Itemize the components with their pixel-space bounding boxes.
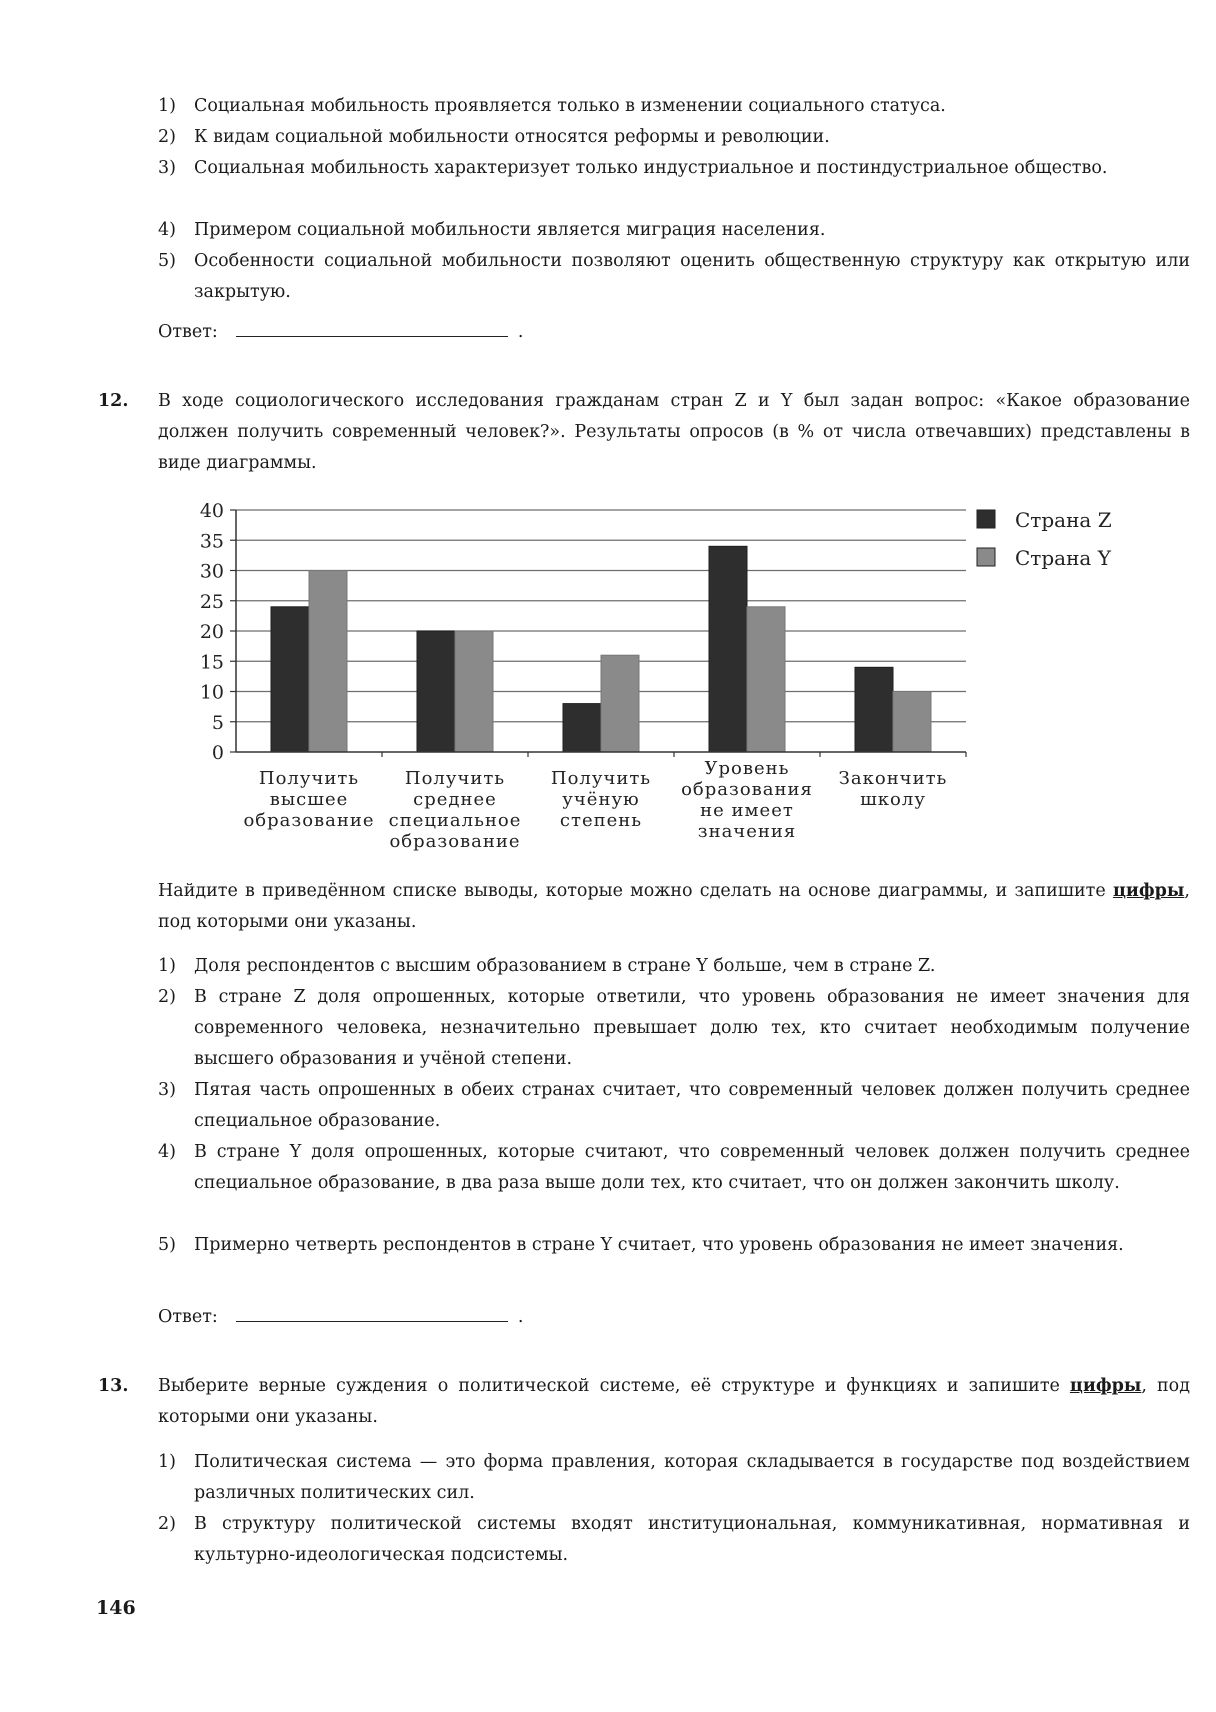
option-text: К видам социальной мобильности относятся реформы и революции. (194, 127, 830, 147)
bar-z (855, 667, 893, 752)
option-number: 2) (158, 987, 176, 1007)
x-category-label: значения (697, 821, 797, 842)
legend (977, 508, 1112, 570)
x-category-label: Уровень (704, 758, 790, 779)
y-tick-label: 25 (199, 590, 224, 613)
option-number: 3) (158, 1080, 176, 1100)
y-tick-label: 35 (199, 530, 224, 553)
instruction-emphasis: цифры (1112, 881, 1185, 901)
x-category-label: образование (243, 810, 375, 831)
answer-line[interactable] (236, 322, 508, 337)
task12-option-2 (158, 982, 1190, 1075)
prev-option-3 (158, 153, 1190, 184)
task-13-intro (98, 1371, 1190, 1433)
prev-option-2 (158, 122, 1190, 153)
task13-option-2 (158, 1509, 1190, 1571)
y-tick-label: 10 (199, 681, 224, 704)
bar-z (271, 607, 309, 752)
bar-y (893, 692, 931, 753)
option-number: 5) (158, 251, 176, 271)
x-category-label: высшее (269, 789, 349, 810)
option-number: 5) (158, 1235, 176, 1255)
option-text: Примерно четверть респондентов в стране Y считает, что уровень образования не имеет значения. (194, 1235, 1124, 1255)
option-number: 1) (158, 96, 176, 116)
x-category-label: специальное (388, 810, 522, 831)
option-text: Социальная мобильность характеризует только индустриальное и постиндустриальное общество. (194, 158, 1108, 178)
task12-option-1 (158, 951, 1190, 982)
option-number: 4) (158, 1142, 176, 1162)
page-number: 146 (96, 1597, 136, 1619)
option-text: Пятая часть опрошенных в обеих странах считает, что современный человек должен получить среднее специальное образование. (194, 1080, 1190, 1131)
option-text: В стране Z доля опрошенных, которые ответили, что уровень образования не имеет значения для современного человека, незначительно превышает долю тех, кто считает необходимым получение высшего образования и учёной степени. (194, 987, 1190, 1069)
bar-z (417, 631, 455, 752)
option-number: 2) (158, 127, 176, 147)
legend-label: Страна Z (1015, 508, 1112, 532)
task-12-intro (98, 386, 1190, 479)
option-number: 2) (158, 1514, 176, 1534)
task-text-end: , под которыми они указаны. (158, 1376, 1190, 1427)
bar-y (455, 631, 493, 752)
task12-option-3 (158, 1075, 1190, 1137)
x-category-label: Получить (404, 768, 506, 789)
x-category-label: среднее (413, 789, 497, 810)
option-text: Социальная мобильность проявляется только в изменении социального статуса. (194, 96, 946, 116)
option-text: Доля респондентов с высшим образованием в стране Y больше, чем в стране Z. (194, 956, 936, 976)
y-tick-label: 30 (199, 560, 224, 583)
x-category-label: не имеет (700, 800, 794, 821)
y-tick-label: 15 (199, 651, 224, 674)
task12-option-5 (158, 1230, 1190, 1261)
prev-option-1 (158, 91, 1190, 122)
bar-z (709, 546, 747, 752)
x-category-label: Получить (550, 768, 652, 789)
y-tick-label: 40 (199, 500, 224, 522)
instruction-text: Найдите в приведённом списке выводы, которые можно сделать на основе диаграммы, и запишите (158, 881, 1113, 901)
y-tick-label: 0 (211, 742, 224, 764)
answer-label: Ответ: (158, 322, 218, 342)
prev-answer-row: Ответ: . (158, 322, 524, 342)
legend-swatch (977, 510, 995, 528)
task-text: В ходе социологического исследования гражданам стран Z и Y был задан вопрос: «Какое образование должен получить современный человек?». Результаты опросов (в % от числа отвечавших) представлены в виде диаграммы. (158, 391, 1190, 473)
task-text: Выберите верные суждения о политической системе, её структуре и функциях и запишите (158, 1376, 1070, 1396)
answer-label: Ответ: (158, 1307, 218, 1327)
option-number: 3) (158, 158, 176, 178)
option-number: 1) (158, 1452, 176, 1472)
bar-y (601, 655, 639, 752)
task-number: 12. (98, 391, 129, 411)
x-category-label: Закончить (838, 768, 948, 789)
x-category-label: Получить (258, 768, 360, 789)
y-tick-label: 5 (211, 711, 224, 734)
bar-z (563, 704, 601, 752)
legend-swatch (977, 548, 995, 566)
x-category-label: школу (860, 789, 926, 810)
option-text: Примером социальной мобильности является миграция населения. (194, 220, 826, 240)
option-text: Особенности социальной мобильности позволяют оценить общественную структуру как открытую или закрытую. (194, 251, 1190, 302)
prev-option-4 (158, 215, 1190, 246)
y-tick-label: 20 (199, 621, 224, 643)
option-text: В структуру политической системы входят институциональная, коммуникативная, нормативная и культурно-идеологическая подсистемы. (194, 1514, 1190, 1565)
answer-line[interactable] (236, 1307, 508, 1322)
task12-option-4 (158, 1137, 1190, 1199)
x-category-label: образования (681, 779, 813, 800)
bars (271, 546, 931, 752)
option-number: 1) (158, 956, 176, 976)
x-category-label: образование (389, 831, 521, 852)
x-category-label: степень (559, 810, 643, 831)
task-number: 13. (98, 1376, 129, 1396)
task-12-instruction (98, 876, 1190, 938)
instruction-emphasis: цифры (1069, 1376, 1142, 1396)
prev-option-5 (158, 246, 1190, 308)
legend-label: Страна Y (1015, 546, 1111, 570)
option-text: В стране Y доля опрошенных, которые считают, что современный человек должен получить среднее специальное образование, в два раза выше доли тех, кто считает, что он должен закончить школу. (194, 1142, 1190, 1193)
bar-y (747, 607, 785, 752)
option-text: Политическая система — это форма правления, которая складывается в государстве под воздействием различных политических сил. (194, 1452, 1190, 1503)
task12-answer-row: Ответ: . (158, 1307, 524, 1327)
task13-option-1 (158, 1447, 1190, 1509)
x-category-label: учёную (562, 789, 640, 810)
bar-y (309, 571, 347, 753)
option-number: 4) (158, 220, 176, 240)
bar-chart (0, 490, 1216, 890)
instruction-text-end: , под которыми они указаны. (158, 881, 1190, 932)
